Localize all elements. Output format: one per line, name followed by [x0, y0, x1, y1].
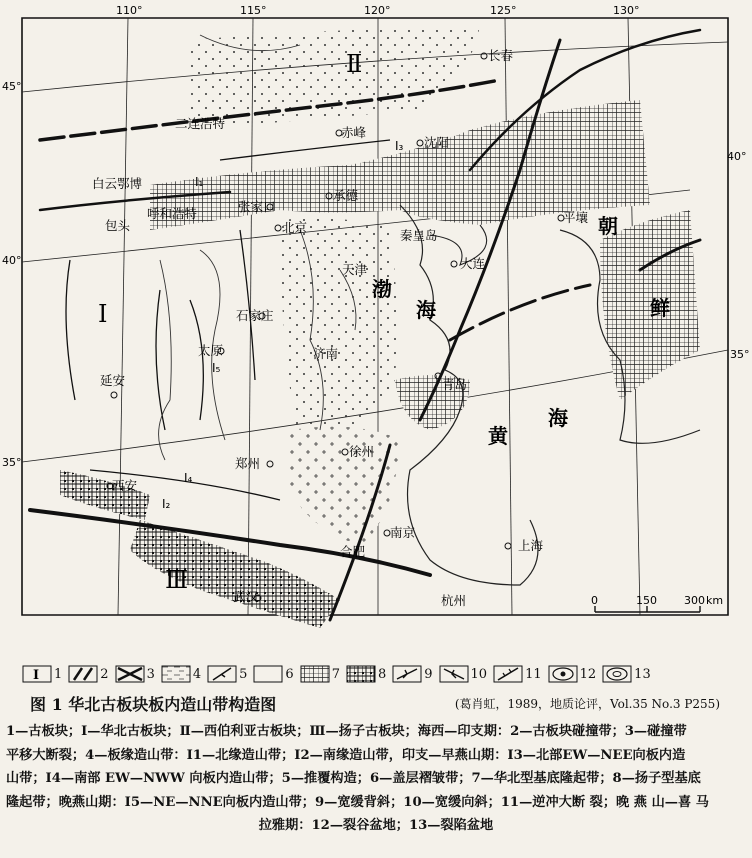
description-line-3: 山带；Ⅰ4—南部 EW—NWW 向板内造山带；5—推覆构造；6—盖层褶皱带；7—华北型基底隆起带；8—扬子型基底: [6, 771, 701, 786]
legend-item-8: [346, 664, 386, 684]
belt-label-I2: I₂: [162, 497, 171, 511]
scale-zero: 0: [591, 594, 598, 607]
scale-unit: km: [706, 594, 724, 607]
city-shijiazhuang: 石家庄: [236, 308, 274, 323]
city-huhehaote: 呼和浩特: [147, 206, 198, 221]
city-nanjing: 南京: [390, 525, 416, 540]
city-jinan: 济南: [313, 346, 339, 361]
city-xuzhou: 徐州: [349, 444, 375, 459]
city-dalian: 大连: [460, 256, 486, 271]
legend-nappe-icon: [207, 664, 237, 684]
legend-item-9: [392, 664, 432, 684]
city-hefei: 合肥: [340, 544, 366, 559]
block-label-I: I: [98, 300, 108, 328]
legend-number: 11: [525, 666, 542, 682]
figure-caption: [30, 692, 730, 715]
legend-item-13: [602, 664, 651, 684]
city-qinhuangdao: 秦皇岛: [400, 228, 438, 243]
legend-item-3: [115, 664, 155, 684]
caption-title: 图 1 华北古板块板内造山带构造图: [30, 695, 277, 714]
legend-collision-icon: [68, 664, 98, 684]
city-pingrang: 平壤: [563, 210, 589, 225]
legend-number: 1: [54, 666, 63, 682]
legend-yangtze-basement-icon: [346, 664, 376, 684]
legend-number: 6: [285, 666, 294, 682]
scale-mid: 150: [636, 594, 657, 607]
legend-anticline-icon: [392, 664, 422, 684]
sea-huang: 黄: [488, 424, 508, 448]
legend: [22, 660, 742, 688]
legend-number: 8: [377, 666, 387, 682]
legend-symbol-block-icon: [22, 664, 52, 684]
lat-label-40-right: 40°: [727, 150, 747, 163]
lat-label-45: 45°: [2, 80, 22, 93]
belt-label-I3: I₃: [395, 139, 404, 153]
description-line-1: 1—古板块；Ⅰ—华北古板块；Ⅱ—西伯利亚古板块；Ⅲ—扬子古板块；海西—印支期：2—古板块碰撞带；3—碰撞带: [6, 724, 687, 739]
legend-cover-fold-icon: [253, 664, 283, 684]
description-line-5: 拉雅期：12—裂谷盆地；13—裂陷盆地: [258, 818, 494, 833]
legend-number: 3: [146, 666, 155, 682]
lon-label-125: 125°: [490, 4, 517, 17]
legend-strike-slip-icon: [115, 664, 145, 684]
scale-max: 300: [684, 594, 705, 607]
legend-first-label: I: [33, 668, 40, 683]
city-beijing: 北京: [282, 220, 308, 235]
belt-label-I5: I₅: [212, 361, 221, 375]
legend-number: 13: [634, 666, 651, 682]
city-shanghai: 上海: [518, 538, 544, 553]
description-line-2: 平移大断裂；4—板缘造山带：Ⅰ1—北缘造山带；Ⅰ2—南缘造山带，印支—早燕山期：Ⅰ3—北部EW—NEE向板内造: [6, 747, 686, 763]
lat-label-40-left: 40°: [2, 254, 22, 267]
city-baiyunebo: 白云鄂博: [92, 176, 143, 191]
legend-item-2: [68, 664, 108, 684]
legend-number: 9: [424, 666, 433, 682]
city-zhangjiakou: 张家口: [238, 199, 276, 214]
sea-hai1: 海: [416, 298, 436, 322]
lon-label-130: 130°: [613, 4, 640, 17]
lon-label-115: 115°: [240, 4, 267, 17]
city-qingdao: 青岛: [442, 377, 468, 392]
legend-number: 12: [579, 666, 597, 682]
city-baotou: 包头: [105, 218, 131, 233]
city-chengde: 承德: [333, 188, 359, 203]
city-zhengzhou: 郑州: [235, 456, 261, 471]
city-lianhaote: 二连浩特: [175, 116, 226, 131]
legend-item-11: [493, 664, 542, 684]
belt-label-I1: I₁: [195, 175, 204, 189]
city-yanan: 延安: [100, 373, 126, 388]
block-label-II: Ⅱ: [346, 50, 363, 78]
description-line-4: 隆起带；晚燕山期：Ⅰ5—NE—NNE向板内造山带；9—宽缓背斜；10—宽缓向斜；11—逆冲大断 裂；晚 燕 山—喜 马: [6, 794, 709, 810]
legend-number: 5: [239, 666, 248, 682]
lon-label-110: 110°: [116, 4, 143, 17]
city-tianjin: 天津: [342, 262, 368, 277]
city-wuhan: 武汉: [233, 589, 259, 604]
legend-item-12: [548, 664, 597, 684]
belt-label-I4: I₄: [184, 471, 193, 485]
region-chao: 朝: [598, 214, 618, 238]
sea-bo: 渤: [372, 277, 392, 301]
lon-label-120: 120°: [364, 4, 391, 17]
legend-number: 2: [100, 666, 109, 682]
legend-number: 7: [331, 666, 340, 682]
city-shenyang: 沈阳: [424, 135, 450, 150]
city-taiyuan: 太原: [198, 343, 224, 358]
lat-label-35-right: 35°: [730, 348, 750, 361]
legend-rift-basin-icon: [548, 664, 578, 684]
legend-item-6: [253, 664, 293, 684]
caption-source: (葛肖虹，1989，地质论评，Vol.35 No.3 P255): [454, 697, 720, 711]
lat-label-35-left: 35°: [2, 456, 22, 469]
city-chifeng: 赤峰: [341, 125, 367, 140]
city-xian: 西安: [112, 478, 138, 493]
legend-description: [6, 720, 746, 838]
legend-number: 10: [470, 666, 488, 682]
legend-item-5: [207, 664, 247, 684]
legend-item-10: [439, 664, 488, 684]
city-changchun: 长春: [488, 48, 514, 63]
city-hangzhou: 杭州: [441, 593, 467, 608]
region-xian: 鲜: [650, 296, 670, 320]
legend-syncline-icon: [439, 664, 469, 684]
legend-item-1: [22, 664, 62, 684]
legend-item-7: [300, 664, 340, 684]
legend-huabei-basement-icon: [300, 664, 330, 684]
block-label-III: Ⅲ: [165, 566, 189, 594]
legend-item-4: [161, 664, 201, 684]
legend-rifted-depression-icon: [602, 664, 632, 684]
legend-margin-orogen-icon: [161, 664, 191, 684]
legend-number: 4: [192, 666, 202, 682]
legend-thrust-fault-icon: [493, 664, 523, 684]
sea-hai2: 海: [548, 406, 568, 430]
